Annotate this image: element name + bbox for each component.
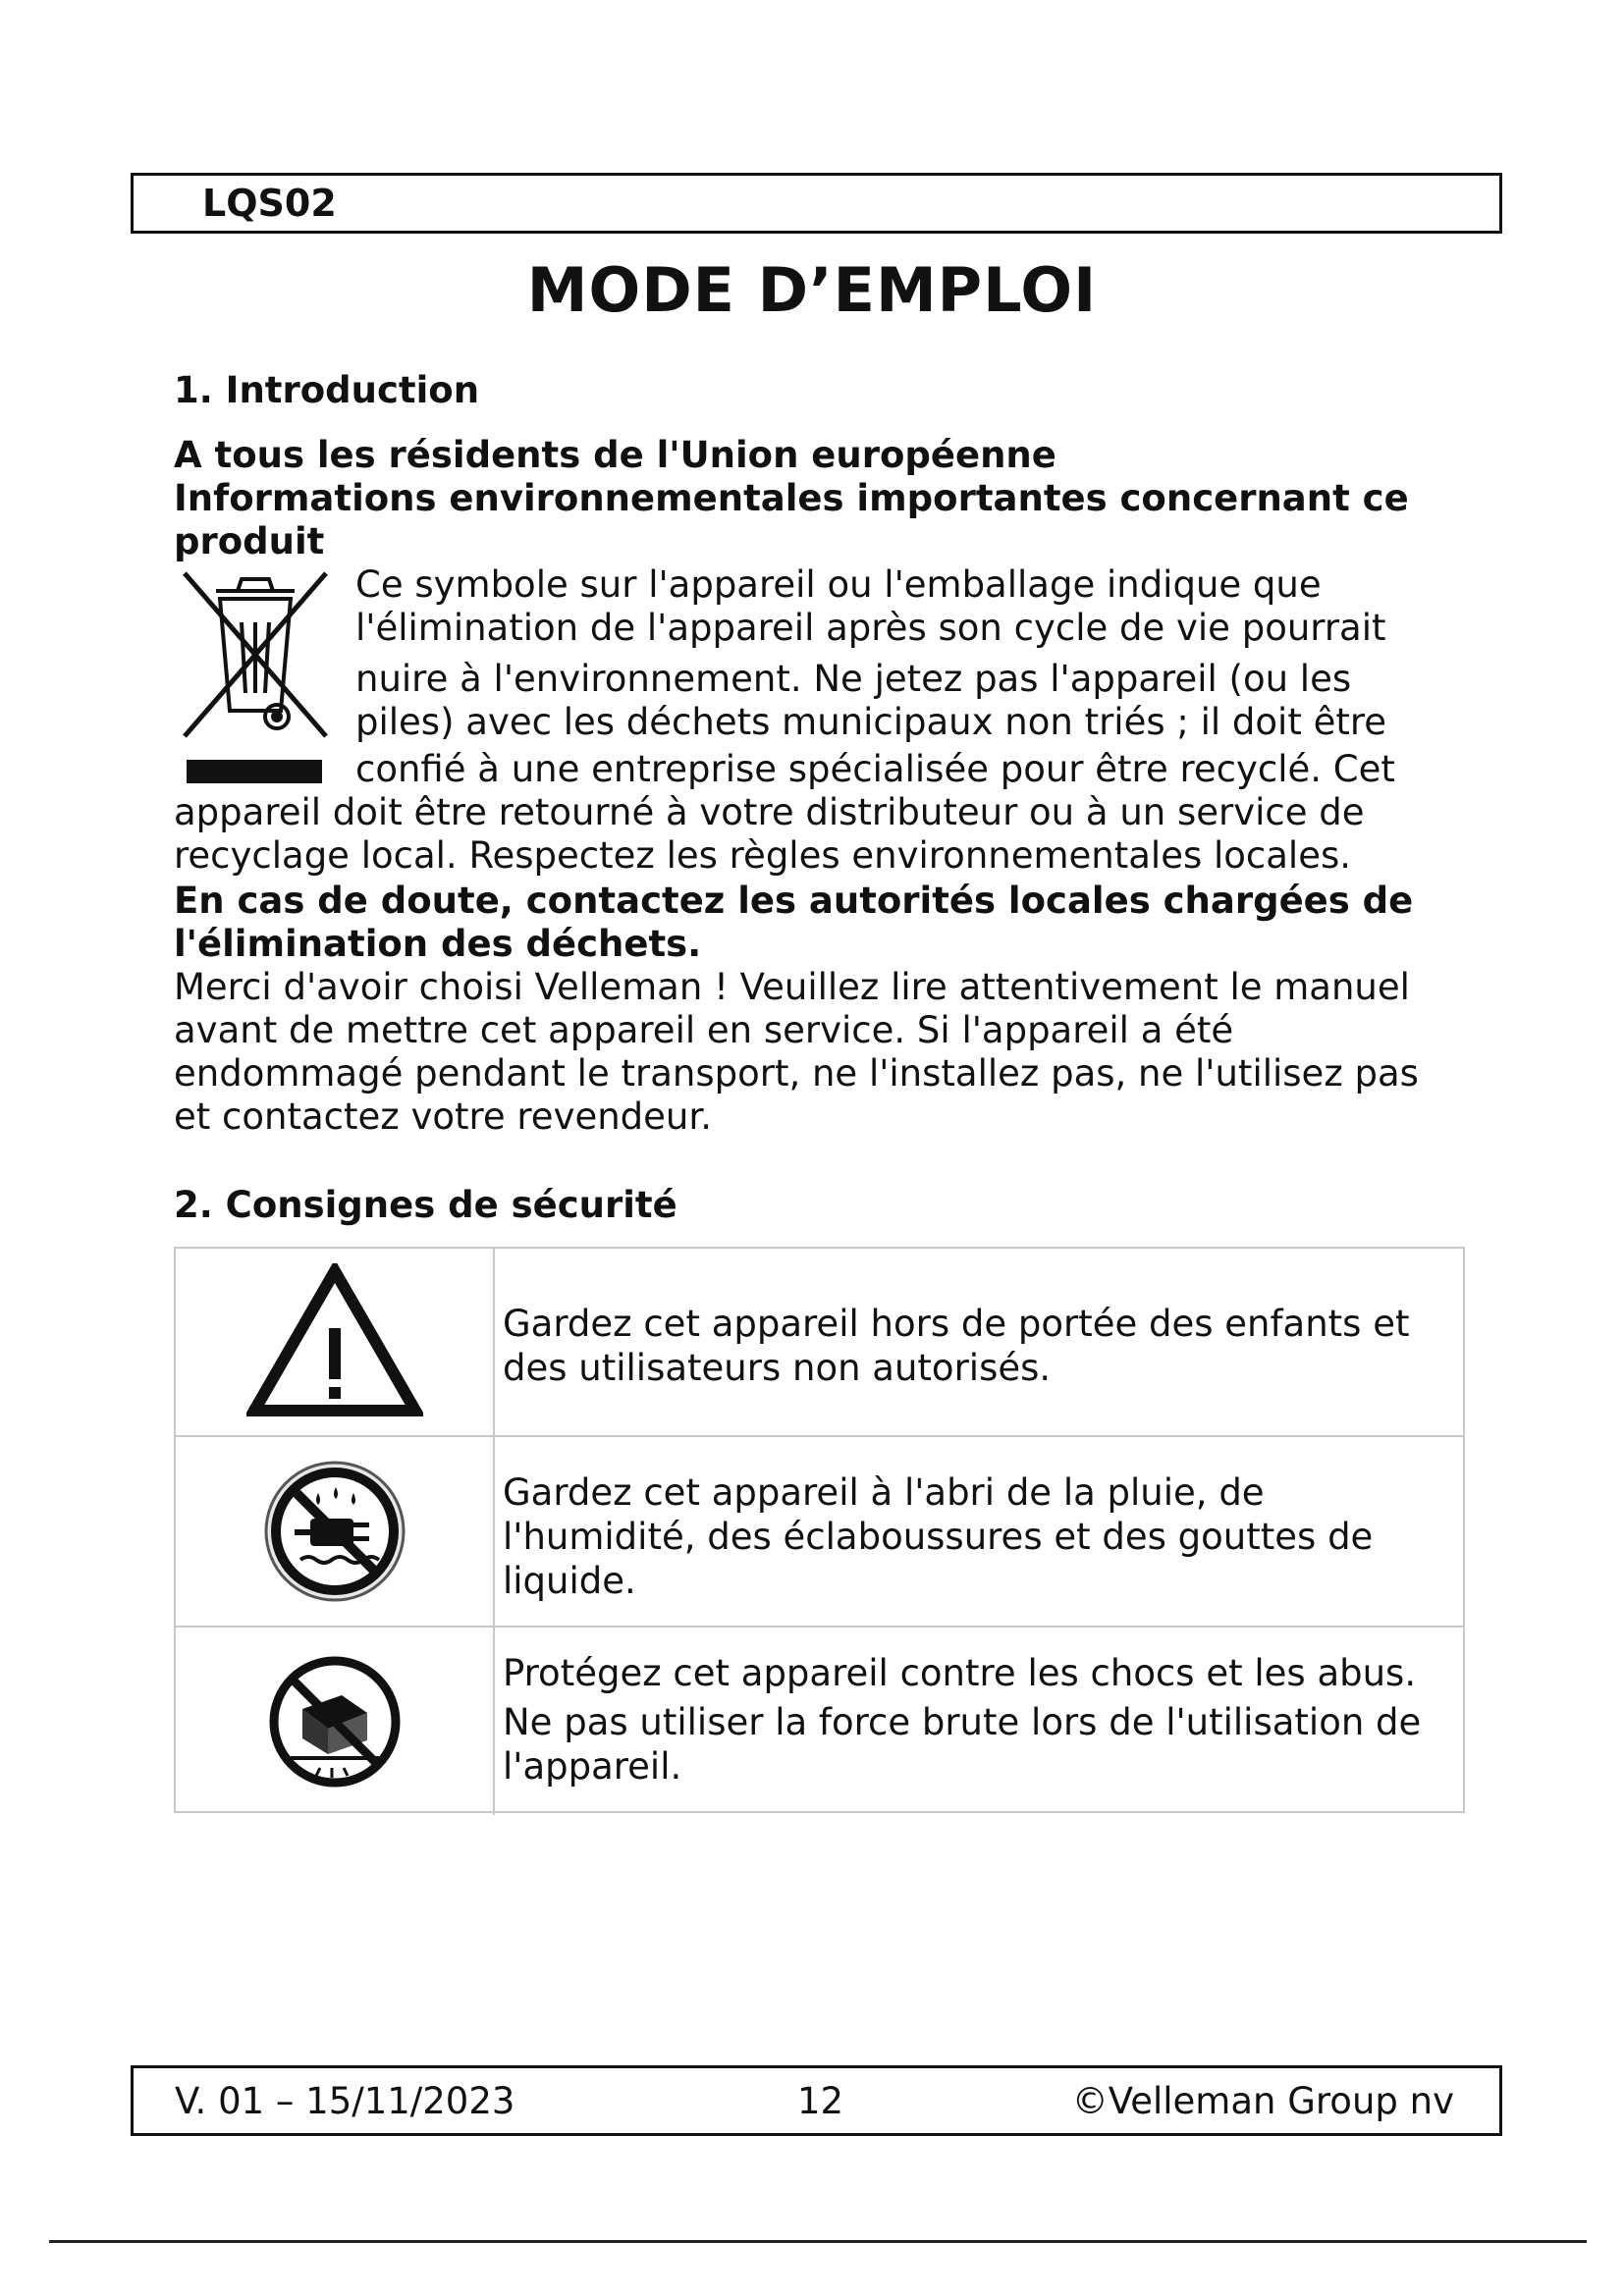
safety-text-line: Gardez cet appareil à l'abri de la pluie, de <box>503 1471 1265 1514</box>
text-cell <box>503 1437 1453 1626</box>
thanks-line-3: endommagé pendant le transport, ne l'installez pas, ne l'utilisez pas <box>174 1052 1419 1095</box>
safety-row <box>176 1249 1463 1437</box>
thanks-line-4: et contactez votre revendeur. <box>174 1095 712 1138</box>
eu-line-3: produit <box>174 520 325 562</box>
safety-text-line: Gardez cet appareil hors de portée des enfants et <box>503 1303 1410 1345</box>
model-number: LQS02 <box>202 182 337 225</box>
safety-row <box>176 1437 1463 1628</box>
safety-table <box>174 1247 1465 1813</box>
doubt-line-2: l'élimination des déchets. <box>174 923 702 965</box>
footer-box <box>131 2065 1502 2136</box>
weee-bin-icon <box>177 563 334 791</box>
weee-cont-line-1: appareil doit être retourné à votre distributeur ou à un service de <box>174 791 1365 833</box>
weee-text-line-3: nuire à l'environnement. Ne jetez pas l'appareil (ou les <box>355 658 1352 700</box>
thanks-line-1: Merci d'avoir choisi Velleman ! Veuillez lire attentivement le manuel <box>174 966 1410 1008</box>
thanks-line-2: avant de mettre cet appareil en service. Si l'appareil a été <box>174 1009 1234 1051</box>
warning-triangle-icon <box>246 1263 423 1420</box>
footer-page-number: 12 <box>797 2080 844 2122</box>
text-cell <box>503 1249 1453 1435</box>
icon-cell <box>176 1628 495 1815</box>
safety-text-line: Ne pas utiliser la force brute lors de l'utilisation de <box>503 1701 1422 1743</box>
weee-text-line-1: Ce symbole sur l'appareil ou l'emballage indique que <box>355 563 1322 606</box>
weee-cont-line-2: recyclage local. Respectez les règles environnementales locales. <box>174 834 1352 877</box>
eu-line-2: Informations environnementales importantes concernant ce <box>174 477 1409 519</box>
safety-text-line: l'humidité, des éclaboussures et des gouttes de <box>503 1516 1374 1558</box>
icon-cell <box>176 1249 495 1435</box>
weee-text-line-4: piles) avec les déchets municipaux non triés ; il doit être <box>355 701 1387 743</box>
section-1-heading: 1. Introduction <box>174 369 480 411</box>
icon-cell <box>176 1437 495 1626</box>
safety-text-line: Protégez cet appareil contre les chocs et les abus. <box>503 1652 1417 1694</box>
footer-copyright: ©Velleman Group nv <box>1071 2080 1454 2122</box>
weee-text-line-2: l'élimination de l'appareil après son cycle de vie pourrait <box>355 607 1386 649</box>
safety-text-line: liquide. <box>503 1560 636 1602</box>
doubt-line-1: En cas de doute, contactez les autorités locales chargées de <box>174 880 1414 922</box>
bottom-divider <box>49 2240 1587 2243</box>
footer-version: V. 01 – 15/11/2023 <box>175 2080 515 2122</box>
no-water-icon <box>261 1458 408 1605</box>
weee-text-line-5: confié à une entreprise spécialisée pour être recyclé. Cet <box>355 748 1395 790</box>
section-2-heading: 2. Consignes de sécurité <box>174 1184 677 1226</box>
no-shock-icon <box>261 1648 408 1795</box>
text-cell <box>503 1628 1453 1815</box>
page-title: MODE D’EMPLOI <box>526 254 1098 326</box>
eu-line-1: A tous les résidents de l'Union européenne <box>174 434 1056 476</box>
safety-text-line: des utilisateurs non autorisés. <box>503 1347 1052 1389</box>
header-box <box>131 173 1502 234</box>
safety-text-line: l'appareil. <box>503 1745 682 1788</box>
safety-row <box>176 1628 1463 1815</box>
